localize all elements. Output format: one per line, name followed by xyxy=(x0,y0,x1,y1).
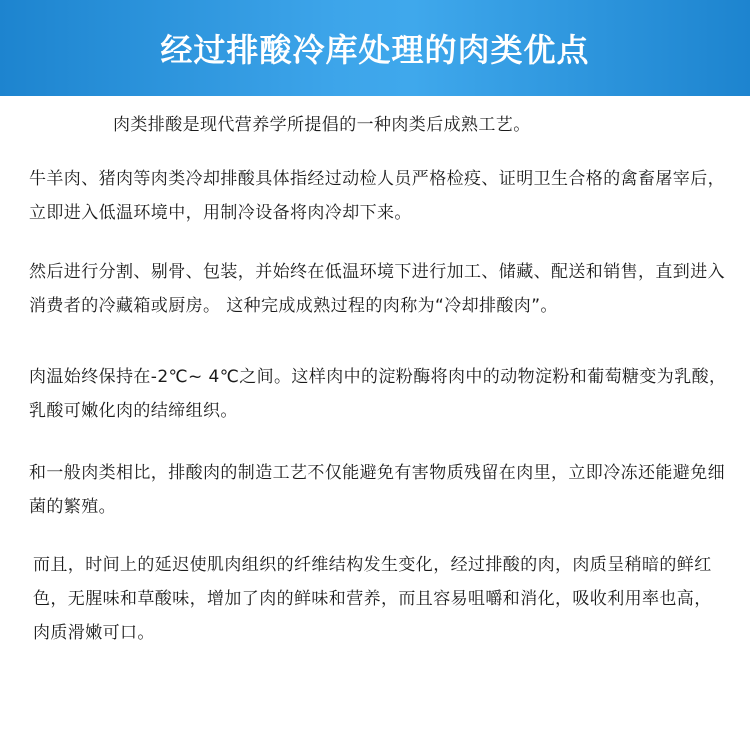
page-title: 经过排酸冷库处理的肉类优点 xyxy=(160,31,590,69)
paragraph-temperature: 肉温始终保持在-2℃~ 4℃之间。这样肉中的淀粉酶将肉中的动物淀粉和葡萄糖变为乳酸，乳酸可嫩化肉的结缔组织。 xyxy=(29,367,727,421)
paragraph-cooling-process: 牛羊肉、猪肉等肉类冷却排酸具体指经过动检人员严格检疫、证明卫生合格的禽畜屠宰后，立即进入低温环境中，用制冷设备将肉冷却下来。 xyxy=(29,169,725,223)
paragraph-comparison: 和一般肉类相比，排酸肉的制造工艺不仅能避免有害物质残留在肉里，立即冷冻还能避免细菌的繁殖。 xyxy=(29,463,725,517)
intro-paragraph: 肉类排酸是现代营养学所提倡的一种肉类后成熟工艺。 xyxy=(113,115,531,135)
title-banner xyxy=(0,0,750,96)
paragraph-benefits: 而且，时间上的延迟使肌肉组织的纤维结构发生变化，经过排酸的肉，肉质呈稍暗的鲜红色，无腥味和草酸味，增加了肉的鲜味和营养，而且容易咀嚼和消化，吸收利用率也高，肉质滑嫩可口。 xyxy=(33,555,712,643)
paragraph-processing-chain: 然后进行分割、剔骨、包装，并始终在低温环境下进行加工、储藏、配送和销售，直到进入消费者的冷藏箱或厨房。 这种完成成熟过程的肉称为“冷却排酸肉”。 xyxy=(29,262,725,316)
